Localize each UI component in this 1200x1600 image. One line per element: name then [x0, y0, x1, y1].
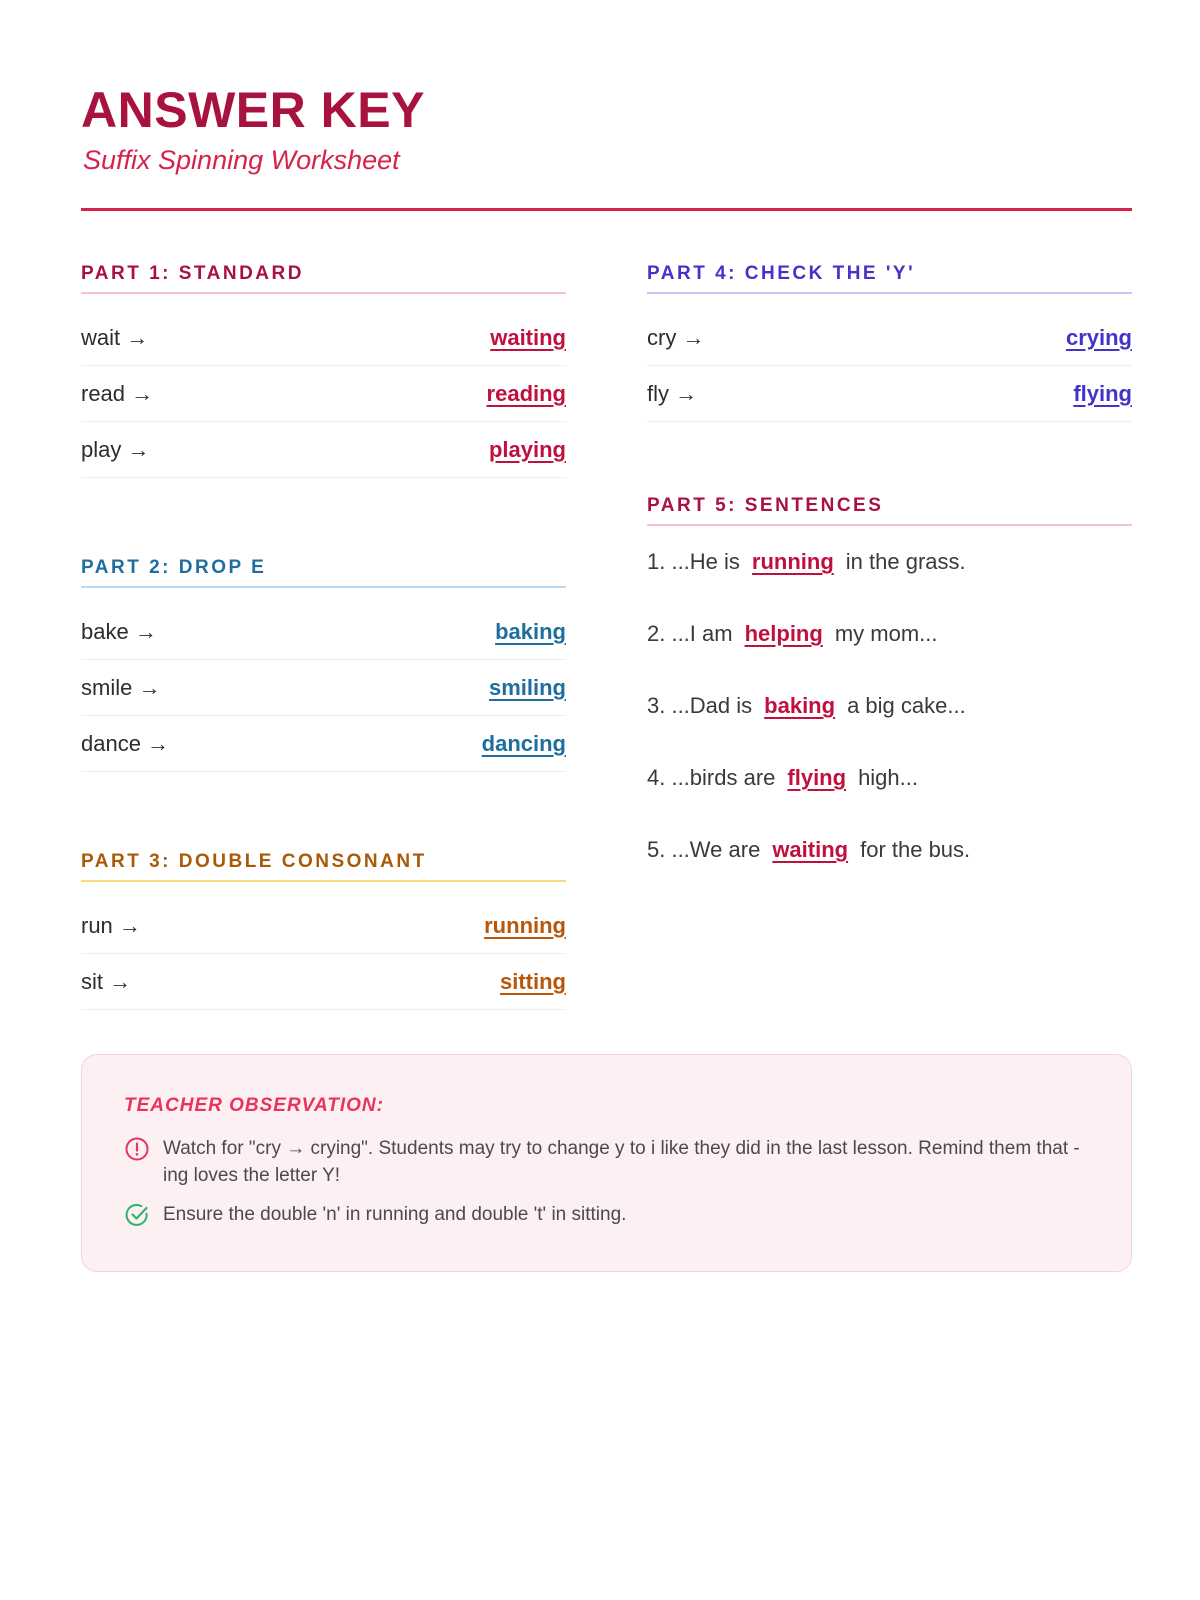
- observation-text: Ensure the double 'n' in running and double 't' in sitting.: [163, 1204, 627, 1225]
- section-title: PART 5: SENTENCES: [647, 494, 1132, 526]
- right-column: [647, 262, 1132, 908]
- sentence-after: for the bus.: [860, 837, 971, 862]
- section-title: PART 1: STANDARD: [81, 262, 566, 294]
- sentence-before: 2. ...I am: [647, 621, 733, 646]
- sentence-item: [647, 836, 1132, 908]
- list-item: [81, 366, 566, 422]
- word-list: [81, 310, 566, 478]
- check-circle-icon: [124, 1202, 150, 1228]
- base-word: cry →: [647, 324, 705, 350]
- sentence-answer: flying: [787, 765, 847, 790]
- list-item: [81, 898, 566, 954]
- observation-item: [124, 1201, 1089, 1228]
- answer-word: waiting: [490, 324, 566, 350]
- word-list: [647, 310, 1132, 422]
- section-standard: [81, 262, 566, 478]
- section-title: PART 3: DOUBLE CONSONANT: [81, 850, 566, 882]
- observation-item: [124, 1135, 1089, 1189]
- list-item: [81, 716, 566, 772]
- sentence-before: 1. ...He is: [647, 549, 740, 574]
- base-word: run →: [81, 912, 141, 938]
- section-sentences: [647, 494, 1132, 908]
- section-check-y: [647, 262, 1132, 422]
- list-item: [81, 954, 566, 1010]
- answer-word: sitting: [500, 968, 566, 994]
- sentence-before: 3. ...Dad is: [647, 693, 753, 718]
- base-word: dance →: [81, 730, 170, 756]
- sentence-item: [647, 692, 1132, 764]
- sentence-item: [647, 764, 1132, 836]
- base-word: fly →: [647, 380, 698, 406]
- answer-word: smiling: [488, 674, 566, 700]
- word-list: [81, 898, 566, 1010]
- list-item: [647, 366, 1132, 422]
- section-title: PART 2: DROP E: [81, 556, 566, 588]
- observation-title: TEACHER OBSERVATION:: [124, 1095, 384, 1116]
- section-double-consonant: [81, 850, 566, 1010]
- alert-circle-icon: [124, 1136, 150, 1162]
- answer-word: baking: [495, 618, 566, 644]
- teacher-observation-box: [81, 1054, 1132, 1272]
- answer-word: flying: [1073, 380, 1132, 406]
- base-word: wait →: [81, 324, 149, 350]
- base-word: bake →: [81, 618, 157, 644]
- sentence-item: [647, 620, 1132, 692]
- base-word: play →: [81, 436, 150, 462]
- sentence-answer: baking: [764, 693, 836, 718]
- sentence-after: high...: [858, 765, 918, 790]
- base-word: read →: [81, 380, 154, 406]
- base-word: sit →: [81, 968, 132, 994]
- sentence-list: [647, 548, 1132, 908]
- sentence-item: [647, 548, 1132, 620]
- page-title: ANSWER KEY: [81, 82, 425, 138]
- observation-text: Watch for "cry → crying". Students may try to change y to i like they did in the last lesson. Remind them that -ing loves the letter Y!: [163, 1138, 1080, 1186]
- sentence-before: 4. ...birds are: [647, 765, 776, 790]
- sentence-after: my mom...: [834, 621, 938, 646]
- sentence-answer: running: [751, 549, 834, 574]
- answer-word: reading: [486, 380, 566, 406]
- left-column: [81, 262, 566, 1010]
- word-list: [81, 604, 566, 772]
- sentence-answer: helping: [744, 621, 823, 646]
- sentence-after: a big cake...: [847, 693, 966, 718]
- list-item: [81, 422, 566, 478]
- section-drop-e: [81, 556, 566, 772]
- sentence-after: in the grass.: [845, 549, 966, 574]
- list-item: [81, 660, 566, 716]
- sentence-answer: waiting: [772, 837, 849, 862]
- list-item: [81, 310, 566, 366]
- header-divider: [81, 208, 1132, 211]
- base-word: smile →: [81, 674, 161, 700]
- answer-word: playing: [488, 436, 566, 462]
- section-title: PART 4: CHECK THE 'Y': [647, 262, 1132, 294]
- list-item: [81, 604, 566, 660]
- list-item: [647, 310, 1132, 366]
- sentence-before: 5. ...We are: [647, 837, 761, 862]
- answer-word: running: [484, 912, 566, 938]
- page-subtitle: Suffix Spinning Worksheet: [83, 145, 400, 175]
- answer-word: crying: [1065, 324, 1132, 350]
- answer-word: dancing: [481, 730, 566, 756]
